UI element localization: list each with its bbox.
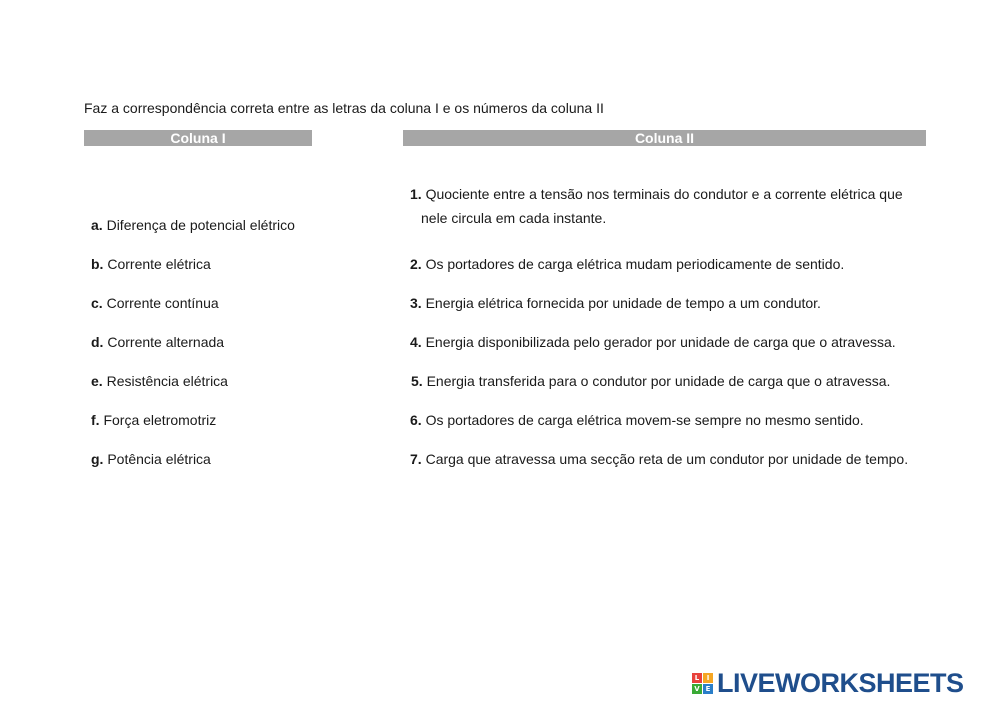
logo-letter: I — [703, 673, 713, 683]
column-1-header: Coluna I — [84, 130, 312, 146]
item-text: Resistência elétrica — [106, 373, 228, 389]
item-text: Quociente entre a tensão nos terminais do condutor e a corrente elétrica que — [425, 186, 903, 202]
item-letter: f. — [91, 412, 100, 428]
item-text: Força eletromotriz — [103, 412, 217, 428]
column-1-item-g — [91, 451, 211, 467]
logo-text: LIVEWORKSHEETS — [717, 667, 964, 698]
item-text: Diferença de potencial elétrico — [106, 217, 295, 233]
item-number: 7. — [410, 451, 422, 467]
item-text: Corrente alternada — [107, 334, 225, 350]
item-letter: c. — [91, 295, 103, 311]
item-number: 4. — [410, 334, 422, 350]
logo-icon — [692, 673, 713, 694]
column-2-item-1 — [410, 186, 903, 202]
column-2-item-1-continuation: nele circula em cada instante. — [421, 210, 607, 226]
item-number: 5. — [411, 373, 423, 389]
item-text: Carga que atravessa uma secção reta de um condutor por unidade de tempo. — [425, 451, 909, 467]
item-letter: g. — [91, 451, 104, 467]
item-text: Energia elétrica fornecida por unidade de tempo a um condutor. — [425, 295, 821, 311]
logo-letter: V — [692, 684, 702, 694]
column-2-header: Coluna II — [403, 130, 926, 146]
column-1-item-a — [91, 217, 295, 233]
item-number: 2. — [410, 256, 422, 272]
column-2-item-5 — [411, 373, 890, 389]
item-letter: a. — [91, 217, 103, 233]
item-text: Os portadores de carga elétrica mudam periodicamente de sentido. — [425, 256, 845, 272]
column-1-item-f — [91, 412, 216, 428]
column-1-item-d — [91, 334, 224, 350]
logo-letter: L — [692, 673, 702, 683]
instruction-text: Faz a correspondência correta entre as letras da coluna I e os números da coluna II — [84, 100, 604, 116]
item-text: Energia transferida para o condutor por unidade de carga que o atravessa. — [426, 373, 891, 389]
column-1-item-b — [91, 256, 211, 272]
column-2-item-6 — [410, 412, 864, 428]
item-letter: d. — [91, 334, 104, 350]
column-1-item-e — [91, 373, 228, 389]
logo-letter: E — [703, 684, 713, 694]
column-2-item-4 — [410, 334, 896, 350]
liveworksheets-logo — [692, 668, 964, 698]
item-letter: b. — [91, 256, 104, 272]
item-text: Corrente contínua — [106, 295, 219, 311]
column-1-item-c — [91, 295, 219, 311]
column-2-item-2 — [410, 256, 844, 272]
item-text: Os portadores de carga elétrica movem-se sempre no mesmo sentido. — [425, 412, 864, 428]
item-number: 3. — [410, 295, 422, 311]
item-text: Potência elétrica — [107, 451, 211, 467]
column-2-item-3 — [410, 295, 821, 311]
item-letter: e. — [91, 373, 103, 389]
item-text: Corrente elétrica — [107, 256, 211, 272]
item-number: 6. — [410, 412, 422, 428]
column-2-item-7 — [410, 451, 908, 467]
item-text: Energia disponibilizada pelo gerador por unidade de carga que o atravessa. — [425, 334, 896, 350]
item-number: 1. — [410, 186, 422, 202]
